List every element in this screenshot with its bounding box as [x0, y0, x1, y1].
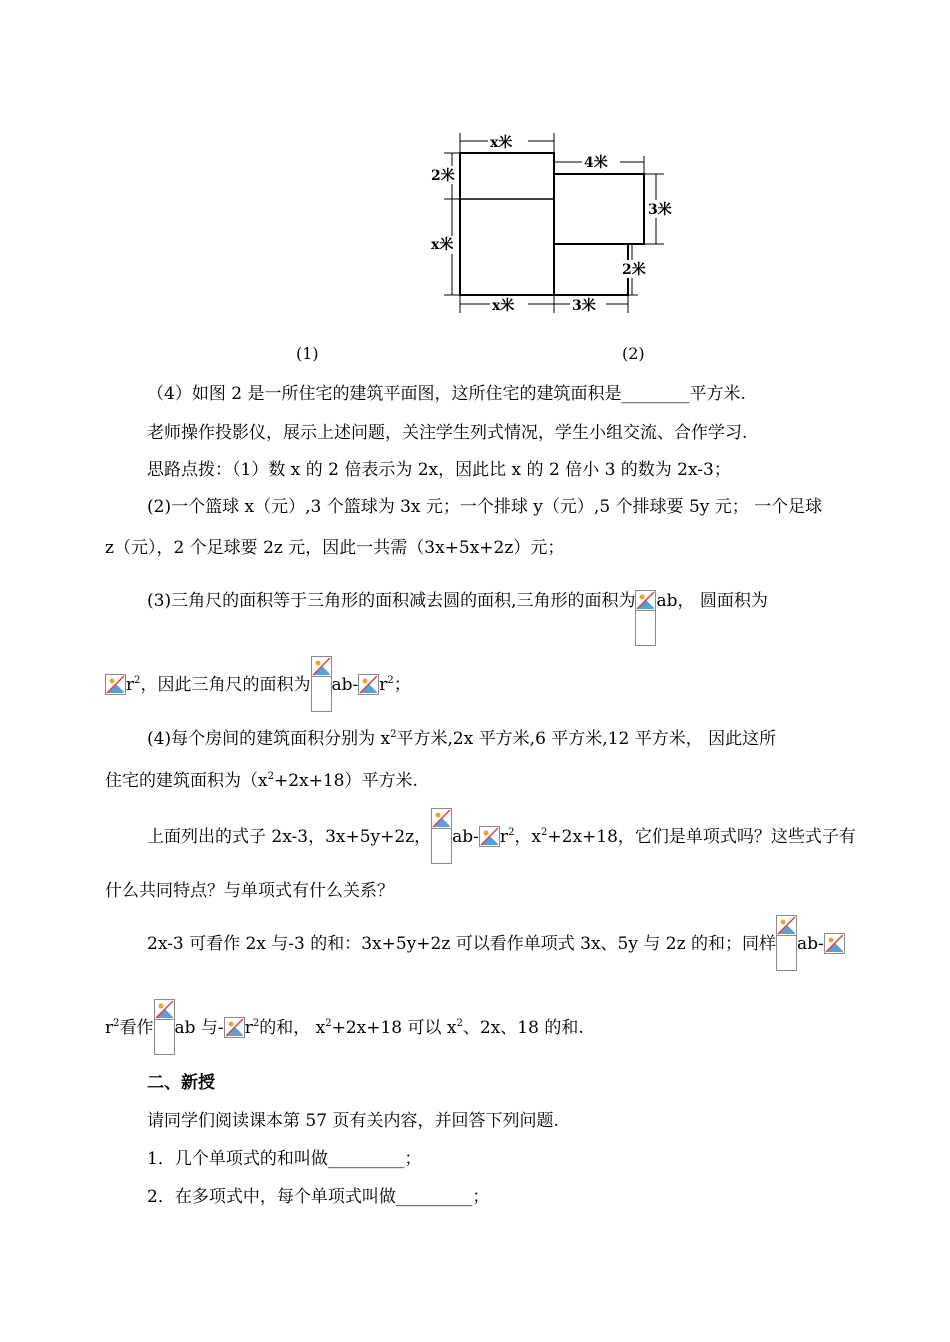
image-placeholder-icon: [154, 999, 175, 1055]
expressions-line-2: 什么共同特点？与单项式有什么关系？: [105, 881, 394, 901]
sum-line-2: $r^2$看作 ab 与- $r^2$的和， $x^2+2x+18$ 可以 $x^2$、2x、18 的和.: [105, 1017, 584, 1055]
teacher-note: 老师操作投影仪，展示上述问题，关注学生列式情况，学生小组交流、合作学习.: [147, 423, 748, 443]
answer-4-line-1: (4)每个房间的建筑面积分别为 $x^2$平方米,2x 平方米,6 平方米,12 平方米， 因此这所: [147, 729, 777, 749]
answer-3-line-2: $r^2$，因此三角尺的面积为 ab- $r^2$；: [105, 674, 411, 712]
image-placeholder-icon: [431, 808, 452, 864]
image-placeholder-icon: [224, 1017, 245, 1038]
reading-instruction: 请同学们阅读课本第 57 页有关内容，并回答下列问题.: [147, 1111, 559, 1131]
sum-line-1: 2x-3 可看作 2x 与-3 的和：3x+5y+2z 可以看作单项式 3x、5y 与 2z 的和；同样 ab-: [147, 933, 845, 971]
image-placeholder-icon: [635, 590, 656, 646]
fig2-right-label: 3米: [648, 202, 672, 218]
image-placeholder-icon: [105, 674, 126, 695]
fig2-top-label: 4米: [584, 155, 608, 171]
expressions-line-1: 上面列出的式子 2x-3，3x+5y+2z， ab- $r^2$，$x^2+2x+18$，它们是单项式吗？这些式子有: [147, 826, 856, 864]
fig1-left-bottom-label: x米: [431, 237, 454, 253]
image-placeholder-icon: [479, 826, 500, 847]
answer-2-line-1: (2)一个篮球 x（元）,3 个篮球为 3x 元；一个排球 y（元）,5 个排球要 5y 元； 一个足球: [147, 497, 823, 517]
fig2-right-bottom-label: 2米: [622, 262, 646, 278]
fig2-top-rect: [554, 174, 644, 244]
answer-4-line-2: 住宅的建筑面积为$(x^2+2x+18)$平方米.: [105, 771, 418, 791]
fig1-left-top-label: 2米: [431, 168, 455, 184]
image-placeholder-icon: [824, 933, 845, 954]
fig2-caption: (2): [622, 344, 645, 363]
fig2-bottom-rect: [554, 244, 628, 295]
image-placeholder-icon: [776, 915, 797, 971]
question-4: （4）如图 2 是一所住宅的建筑平面图，这所住宅的建筑面积是________平方米.: [147, 384, 746, 404]
fig1-top-label: x米: [490, 135, 513, 151]
answer-2-line-2: z（元），2 个足球要 2z 元，因此一共需（3x+5x+2z）元；: [105, 538, 565, 558]
question-item-2: 2．在多项式中，每个单项式叫做_________；: [147, 1187, 490, 1207]
fig1-bottom-label: x米: [492, 298, 515, 314]
image-placeholder-icon: [358, 674, 379, 695]
answer-3-line-1: (3)三角尺的面积等于三角形的面积减去圆的面积,三角形的面积为 ab， 圆面积为: [147, 590, 768, 646]
section-title: 二、新授: [147, 1073, 215, 1093]
fig2-bottom-label: 3米: [572, 298, 596, 314]
fig1-outer-rect: [460, 153, 554, 295]
question-item-1: 1．几个单项式的和叫做_________；: [147, 1149, 422, 1169]
image-placeholder-icon: [311, 656, 332, 712]
fig1-caption: (1): [296, 344, 319, 363]
floor-plan-figure: [420, 128, 690, 318]
hint-line: 思路点拨：（1）数 x 的 2 倍表示为 2x，因此比 x 的 2 倍小 3 的数为 2x-3；: [147, 460, 731, 480]
